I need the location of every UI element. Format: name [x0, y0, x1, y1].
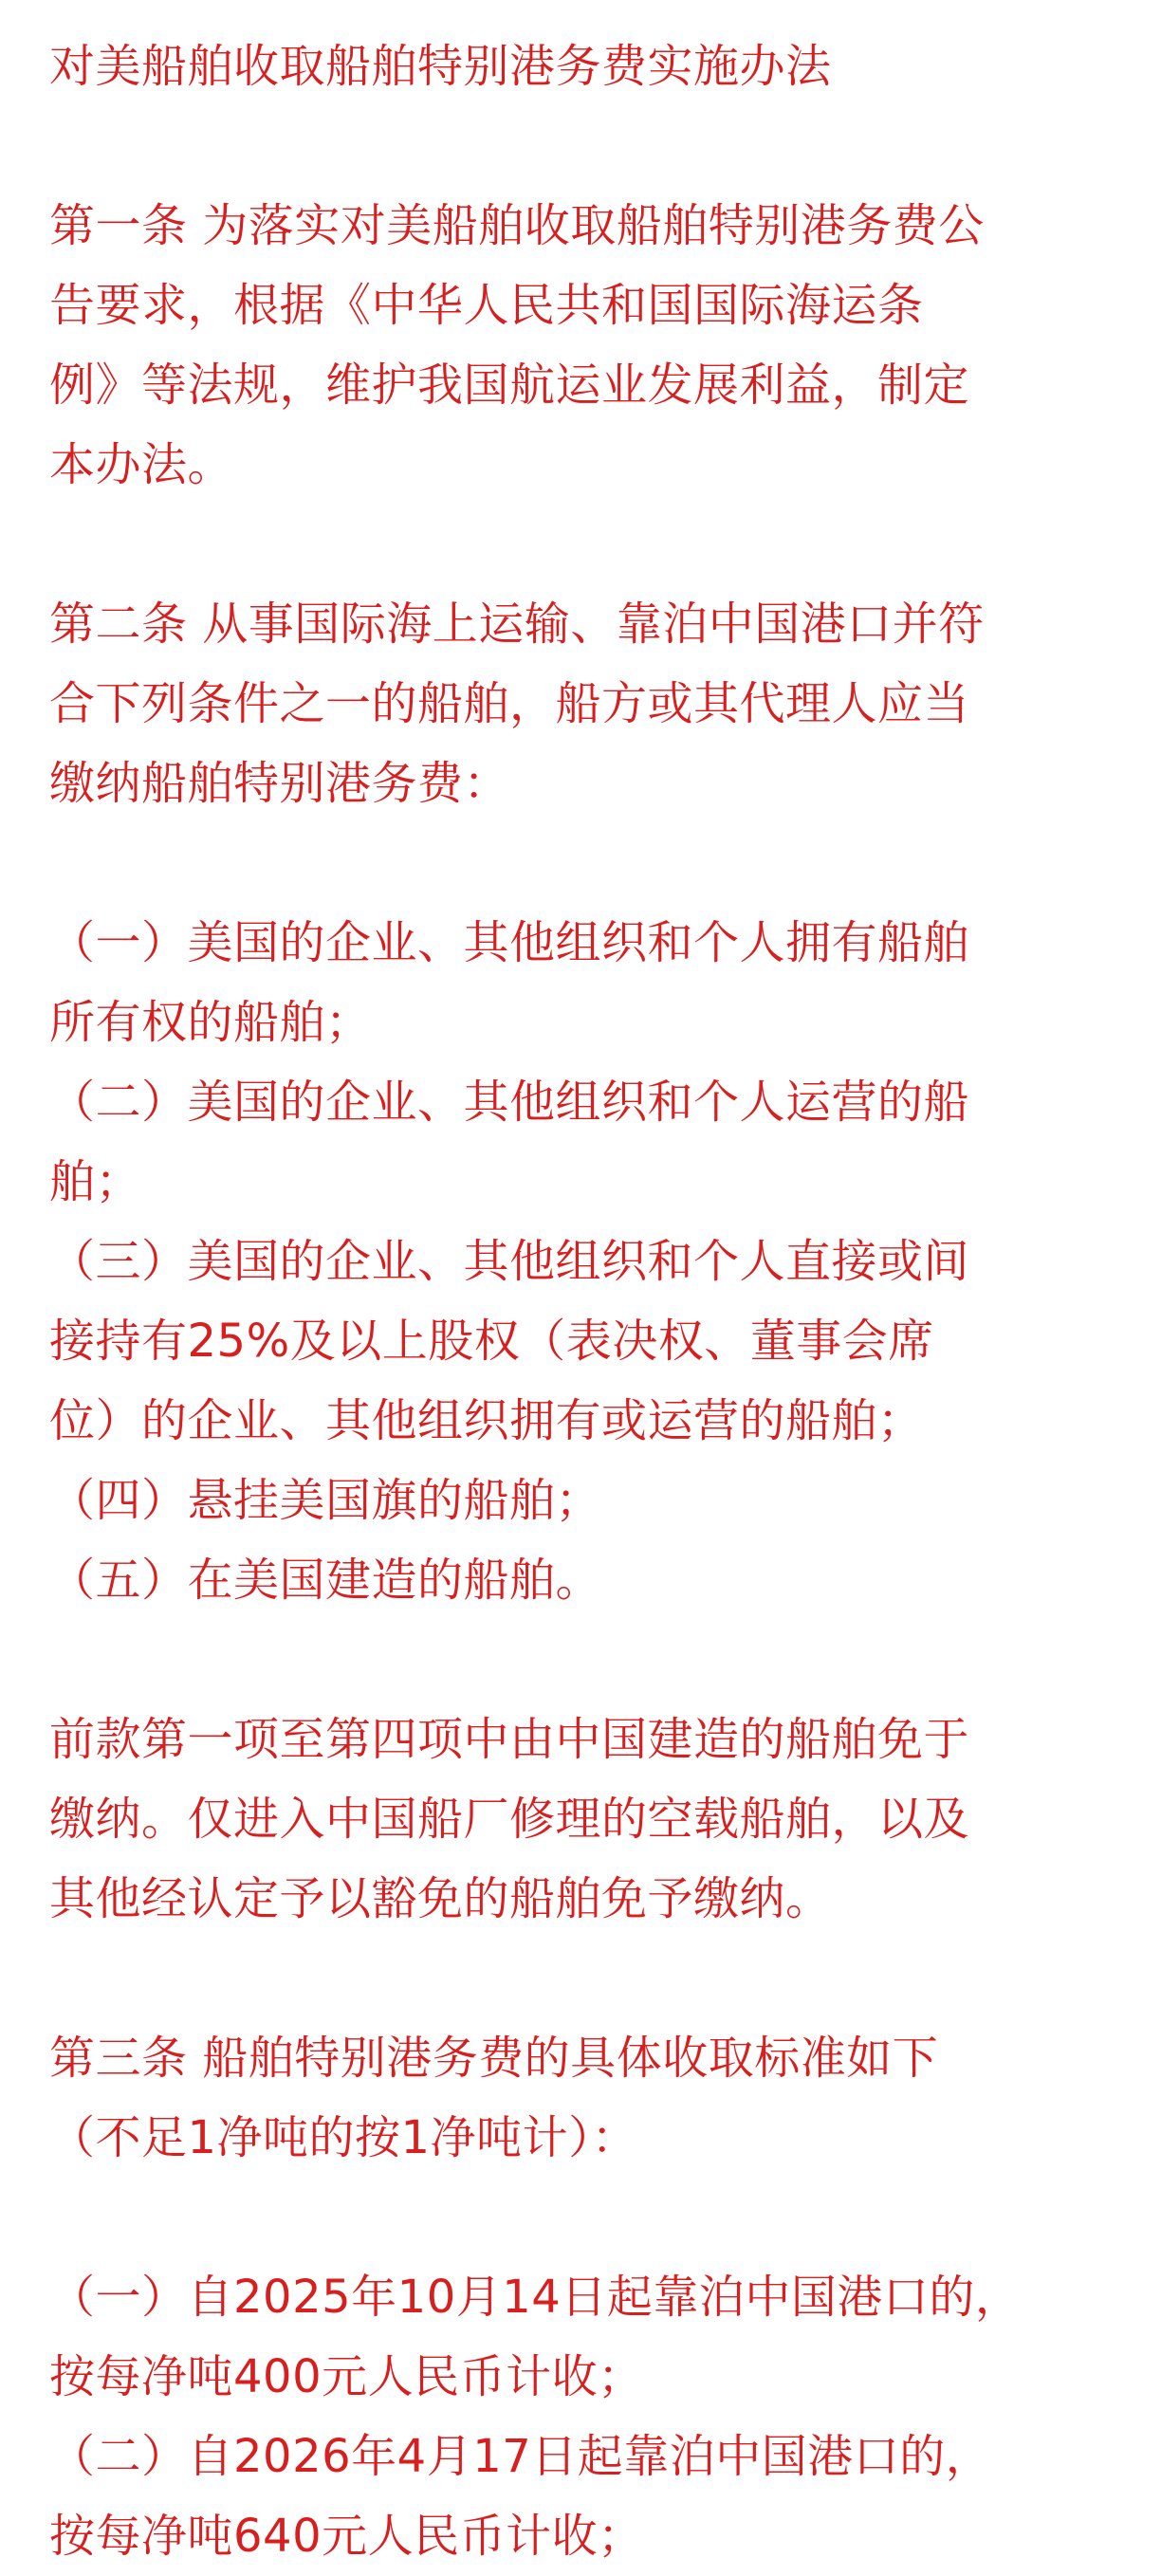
article-2-item-line: 所有权的船舶； [49, 996, 372, 1049]
article-2-item-line: （三）美国的企业、其他组织和个人直接或间 [49, 1235, 970, 1288]
article-3-line: 第三条 船舶特别港务费的具体收取标准如下 [49, 2032, 939, 2085]
article-2-line: 合下列条件之一的船舶，船方或其代理人应当 [49, 677, 970, 730]
document-body [49, 27, 1115, 2576]
article-2-item-line: （五）在美国建造的船舶。 [49, 1554, 602, 1607]
blank-line [49, 823, 1115, 903]
exemption-line: 缴纳。仅进入中国船厂修理的空载船舶，以及 [49, 1793, 970, 1846]
fee-standard-line: 按每净吨400元人民币计收； [49, 2350, 644, 2403]
article-2-item-line: 位）的企业、其他组织拥有或运营的船舶； [49, 1394, 924, 1447]
exemption-line: 其他经认定予以豁免的船舶免予缴纳。 [49, 1872, 832, 1925]
blank-line [49, 1939, 1115, 2018]
article-2-item-line: （一）美国的企业、其他组织和个人拥有船舶 [49, 916, 970, 969]
article-1-line: 例》等法规，维护我国航运业发展利益，制定 [49, 359, 970, 412]
article-1-line: 本办法。 [49, 438, 234, 491]
blank-line [49, 106, 1115, 186]
exemption-line: 前款第一项至第四项中由中国建造的船舶免于 [49, 1713, 970, 1766]
article-3-line: （不足1净吨的按1净吨计）： [49, 2111, 638, 2164]
article-2-line: 缴纳船舶特别港务费： [49, 757, 510, 810]
article-2-line: 第二条 从事国际海上运输、靠泊中国港口并符 [49, 598, 985, 651]
fee-standard-line: 按每净吨640元人民币计收； [49, 2510, 644, 2563]
article-2-item-line: 接持有25%及以上股权（表决权、董事会席 [49, 1315, 934, 1368]
blank-line [49, 505, 1115, 584]
fee-standard-line: （二）自2026年4月17日起靠泊中国港口的， [49, 2430, 992, 2483]
fee-standard-line: （一）自2025年10月14日起靠泊中国港口的， [49, 2271, 1022, 2324]
document-title: 对美船舶收取船舶特别港务费实施办法 [49, 40, 832, 93]
article-2-item-line: 舶； [49, 1155, 142, 1208]
article-2-item-line: （四）悬挂美国旗的船舶； [49, 1474, 602, 1527]
article-1-line: 第一条 为落实对美船舶收取船舶特别港务费公 [49, 199, 985, 252]
blank-line [49, 2178, 1115, 2257]
article-1-line: 告要求，根据《中华人民共和国国际海运条 [49, 279, 924, 332]
article-2-item-line: （二）美国的企业、其他组织和个人运营的船 [49, 1076, 970, 1129]
blank-line [49, 1620, 1115, 1700]
